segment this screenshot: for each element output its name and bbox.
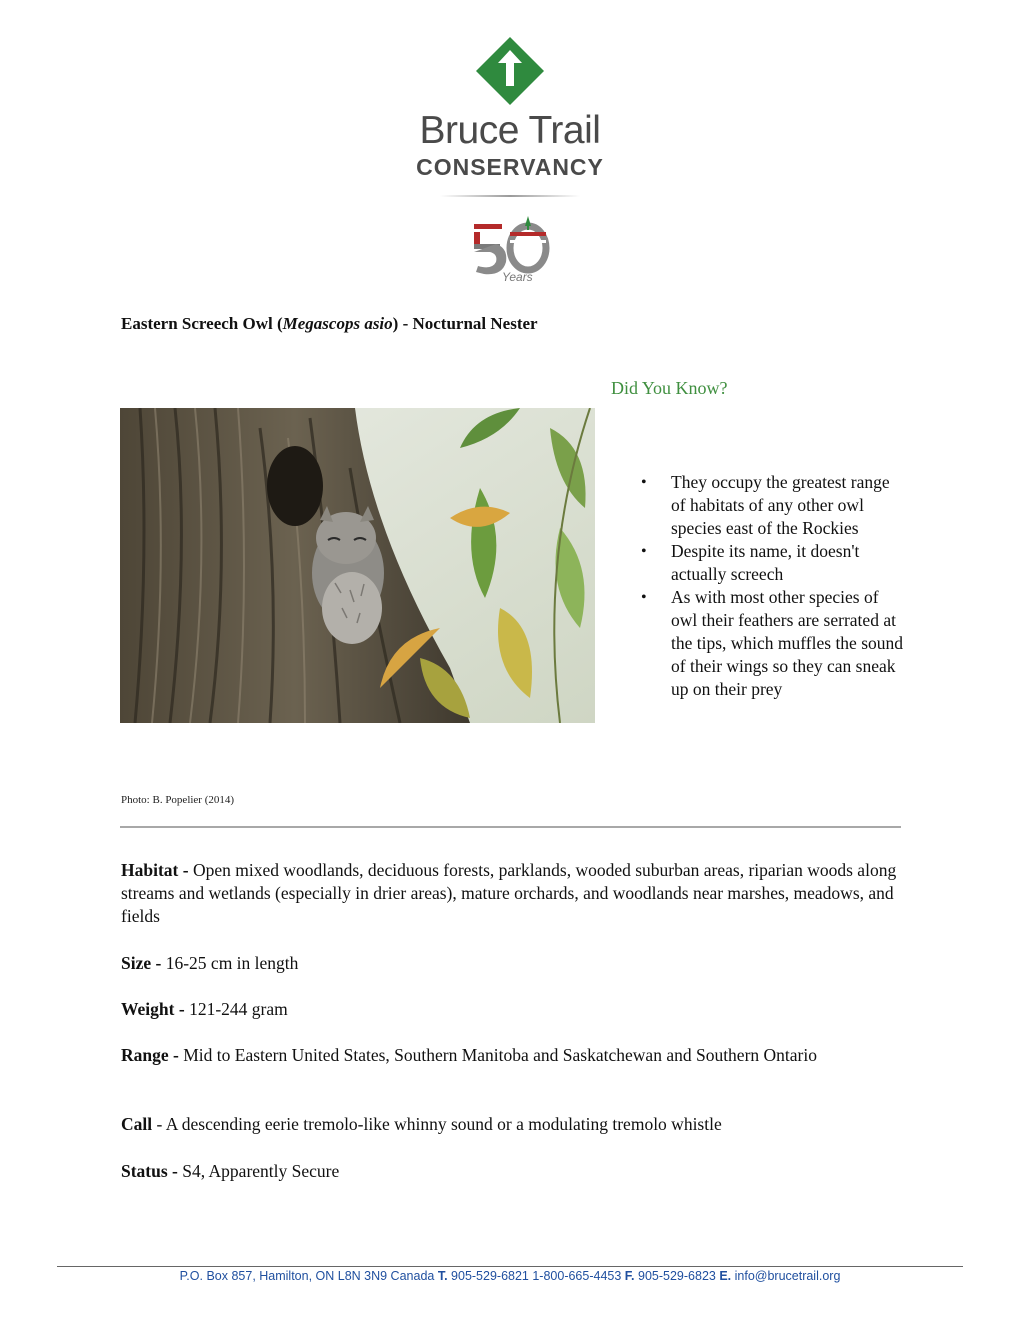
fact-range xyxy=(121,1044,911,1067)
title-common-name: Eastern Screech Owl ( xyxy=(121,314,283,333)
footer-contact xyxy=(0,1269,1020,1283)
list-item: • Despite its name, it doesn't actually screech xyxy=(636,540,906,586)
fact-label: Habitat - xyxy=(121,860,193,880)
org-name xyxy=(380,108,640,180)
did-you-know-heading: Did You Know? xyxy=(611,378,728,398)
fact-label: Range - xyxy=(121,1045,184,1065)
section-divider xyxy=(120,826,901,828)
logo-divider xyxy=(440,195,580,197)
did-you-know-list xyxy=(636,471,906,701)
page-title xyxy=(121,314,538,334)
footer-email-label: E. xyxy=(719,1269,732,1283)
footer-phone-label: T. xyxy=(437,1269,448,1283)
title-subtitle: ) - Nocturnal Nester xyxy=(392,314,538,333)
fact-value: Mid to Eastern United States, Southern Manitoba and Saskatchewan and Southern Ontario xyxy=(183,1045,817,1065)
bruce-trail-arrow-logo-icon xyxy=(475,36,545,106)
anniversary-years-label: Years xyxy=(502,270,533,284)
fact-label: Status - xyxy=(121,1161,183,1181)
fact-label: Call xyxy=(121,1114,153,1134)
fact-habitat xyxy=(121,859,911,928)
fact-call xyxy=(121,1113,911,1136)
list-item: • As with most other species of owl their feathers are serrated at the tips, which muffles the sound of their wings so they can sneak up on their prey xyxy=(636,586,906,701)
footer-divider xyxy=(57,1266,963,1267)
fact-value: - A descending eerie tremolo-like whinny sound or a modulating tremolo whistle xyxy=(152,1114,722,1134)
fact-value: S4, Apparently Secure xyxy=(182,1161,340,1181)
fact-value: Open mixed woodlands, deciduous forests, parklands, wooded suburban areas, riparian woods along streams and wetlands (especially in drier areas), mature orchards, and woodlands near marshes, meadows, and fields xyxy=(121,860,897,926)
footer-phone: 905-529-6821 1-800-665-4453 xyxy=(447,1269,625,1283)
footer-address: P.O. Box 857, Hamilton, ON L8N 3N9 Canada xyxy=(179,1269,438,1283)
fact-label: Size - xyxy=(121,953,166,973)
list-item: • They occupy the greatest range of habitats of any other owl species east of the Rockies xyxy=(636,471,906,540)
footer-fax-label: F. xyxy=(624,1269,635,1283)
org-name-line2: CONSERVANCY xyxy=(416,154,604,180)
fact-value: 16-25 cm in length xyxy=(165,953,299,973)
footer-fax: 905-529-6823 xyxy=(634,1269,720,1283)
photo-credit: Photo: B. Popelier (2014) xyxy=(121,794,235,806)
fact-label: Weight - xyxy=(121,999,190,1019)
footer-email: info@brucetrail.org xyxy=(731,1269,841,1283)
fact-value: 121-244 gram xyxy=(189,999,288,1019)
fact-status xyxy=(121,1160,911,1183)
owl-photo xyxy=(120,408,595,723)
fact-size xyxy=(121,952,911,975)
org-name-line1: Bruce Trail xyxy=(419,109,601,152)
fact-weight xyxy=(121,998,911,1021)
title-scientific-name: Megascops asio xyxy=(282,314,393,333)
